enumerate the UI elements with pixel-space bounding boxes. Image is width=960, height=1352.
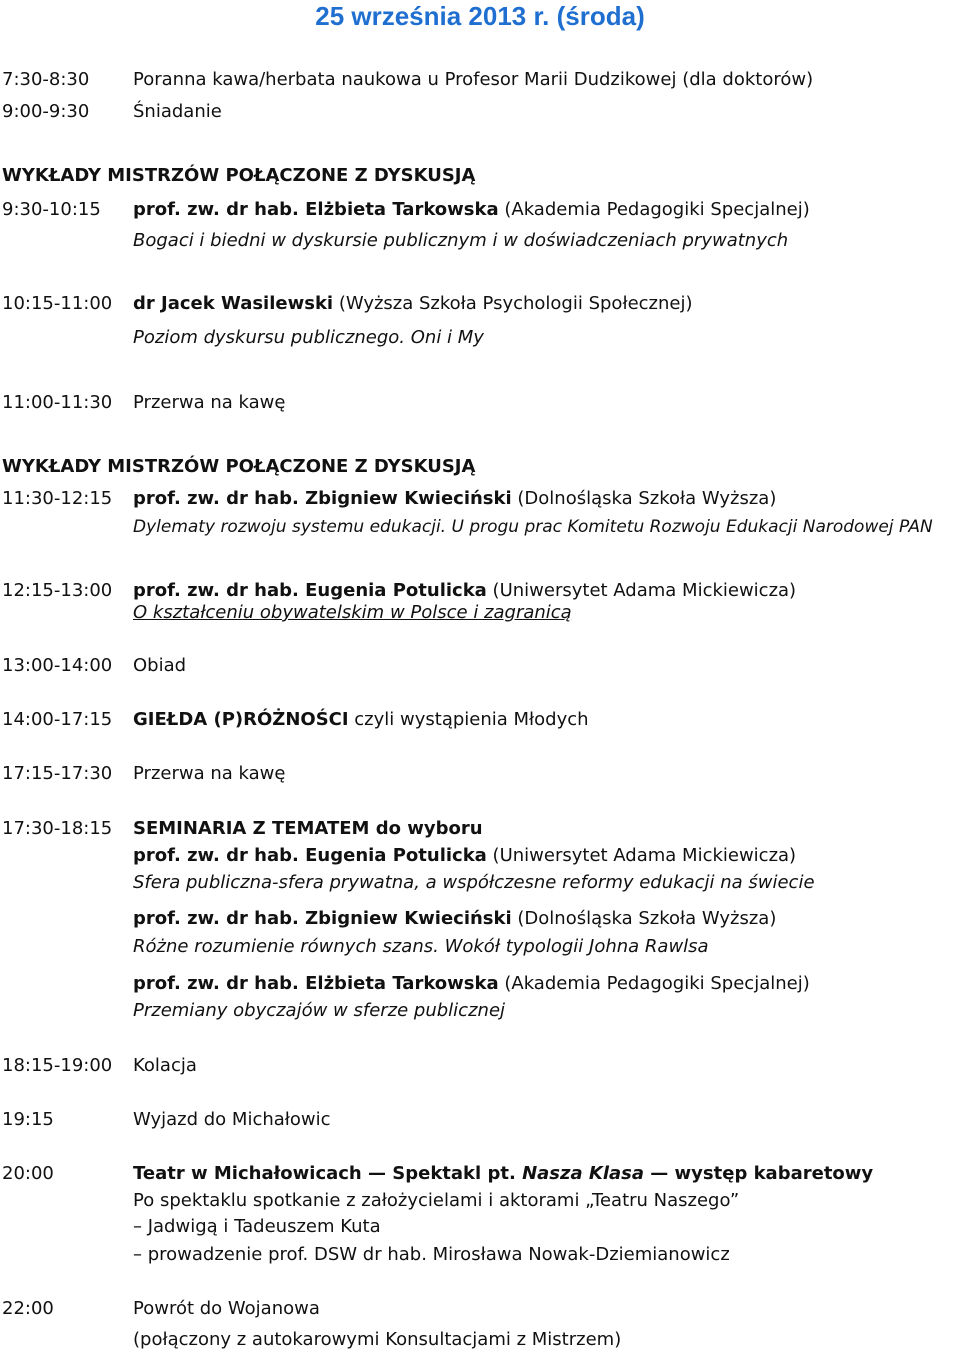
- speaker-name: prof. zw. dr hab. Eugenia Potulicka: [133, 580, 487, 601]
- event-text: Przerwa na kawę: [133, 392, 286, 413]
- speaker-name: prof. zw. dr hab. Zbigniew Kwieciński: [133, 908, 512, 929]
- event-text: Kolacja: [133, 1055, 197, 1076]
- lecture-speaker: [133, 292, 693, 316]
- event-part: Teatr w Michałowicach — Spektakl pt.: [133, 1163, 523, 1184]
- seminar-speaker: [133, 907, 776, 931]
- page-title: 25 września 2013 r. (środa): [315, 1, 645, 31]
- speaker-affiliation: (Dolnośląska Szkoła Wyższa): [511, 908, 777, 929]
- time-slot: 10:15-11:00: [2, 293, 113, 314]
- seminar-topic: Sfera publiczna-sfera prywatna, a współczesne reformy edukacji na świecie: [133, 872, 815, 893]
- speaker-name: prof. zw. dr hab. Elżbieta Tarkowska: [133, 973, 499, 994]
- event-line: (połączony z autokarowymi Konsultacjami z Mistrzem): [133, 1329, 622, 1350]
- speaker-affiliation: (Uniwersytet Adama Mickiewicza): [486, 580, 797, 601]
- time-slot: 9:00-9:30: [2, 101, 90, 122]
- speaker-name: dr Jacek Wasilewski: [133, 293, 334, 314]
- speaker-affiliation: (Akademia Pedagogiki Specjalnej): [498, 199, 810, 220]
- event-rest: czyli wystąpienia Młodych: [348, 709, 589, 730]
- time-slot: 12:15-13:00: [2, 580, 113, 601]
- event-text: [133, 708, 589, 732]
- time-slot: 9:30-10:15: [2, 199, 101, 220]
- lecture-speaker: [133, 579, 796, 603]
- lecture-topic: Bogaci i biedni w dyskursie publicznym i w doświadczeniach prywatnych: [133, 230, 789, 251]
- time-slot: 18:15-19:00: [2, 1055, 113, 1076]
- event-text: Obiad: [133, 655, 187, 676]
- seminar-speaker: [133, 844, 796, 868]
- speaker-affiliation: (Uniwersytet Adama Mickiewicza): [486, 845, 797, 866]
- event-bold: GIEŁDA (P)RÓŻNOŚCI: [133, 709, 349, 730]
- time-slot: 20:00: [2, 1163, 54, 1184]
- event-text: Poranna kawa/herbata naukowa u Profesor Marii Dudzikowej (dla doktorów): [133, 69, 814, 90]
- time-slot: 13:00-14:00: [2, 655, 113, 676]
- seminar-speaker: [133, 972, 810, 996]
- show-title: Nasza Klasa: [522, 1163, 645, 1184]
- lecture-speaker: [133, 487, 776, 511]
- lecture-speaker: [133, 198, 810, 222]
- section-heading: WYKŁADY MISTRZÓW POŁĄCZONE Z DYSKUSJĄ: [2, 165, 476, 186]
- seminar-topic: Przemiany obyczajów w sferze publicznej: [133, 1000, 506, 1021]
- time-slot: 17:30-18:15: [2, 818, 113, 839]
- speaker-affiliation: (Akademia Pedagogiki Specjalnej): [498, 973, 810, 994]
- speaker-name: prof. zw. dr hab. Elżbieta Tarkowska: [133, 199, 499, 220]
- time-slot: 22:00: [2, 1298, 54, 1319]
- lecture-topic: Dylematy rozwoju systemu edukacji. U progu prac Komitetu Rozwoju Edukacji Narodowej PAN: [133, 517, 933, 537]
- event-line: – Jadwigą i Tadeuszem Kuta: [133, 1216, 381, 1237]
- speaker-name: prof. zw. dr hab. Eugenia Potulicka: [133, 845, 487, 866]
- event-line: Po spektaklu spotkanie z założycielami i aktorami „Teatru Naszego”: [133, 1190, 740, 1211]
- event-text: Powrót do Wojanowa: [133, 1298, 320, 1319]
- event-line: – prowadzenie prof. DSW dr hab. Mirosława Nowak-Dziemianowicz: [133, 1244, 730, 1265]
- speaker-affiliation: (Wyższa Szkoła Psychologii Społecznej): [333, 293, 693, 314]
- event-text: Przerwa na kawę: [133, 763, 286, 784]
- seminar-heading: SEMINARIA Z TEMATEM do wyboru: [133, 818, 483, 839]
- lecture-topic: Poziom dyskursu publicznego. Oni i My: [133, 327, 484, 348]
- seminar-topic: Różne rozumienie równych szans. Wokół typologii Johna Rawlsa: [133, 936, 709, 957]
- time-slot: 19:15: [2, 1109, 54, 1130]
- time-slot: 7:30-8:30: [2, 69, 90, 90]
- time-slot: 14:00-17:15: [2, 709, 113, 730]
- section-heading: WYKŁADY MISTRZÓW POŁĄCZONE Z DYSKUSJĄ: [2, 456, 476, 477]
- time-slot: 11:00-11:30: [2, 392, 113, 413]
- speaker-name: prof. zw. dr hab. Zbigniew Kwieciński: [133, 488, 512, 509]
- speaker-affiliation: (Dolnośląska Szkoła Wyższa): [511, 488, 777, 509]
- lecture-topic: O kształceniu obywatelskim w Polsce i zagranicą: [133, 602, 572, 623]
- time-slot: 11:30-12:15: [2, 488, 113, 509]
- event-text: Wyjazd do Michałowic: [133, 1109, 331, 1130]
- event-text: Śniadanie: [133, 101, 222, 122]
- event-text: [133, 1162, 873, 1186]
- event-part: — występ kabaretowy: [644, 1163, 874, 1184]
- time-slot: 17:15-17:30: [2, 763, 113, 784]
